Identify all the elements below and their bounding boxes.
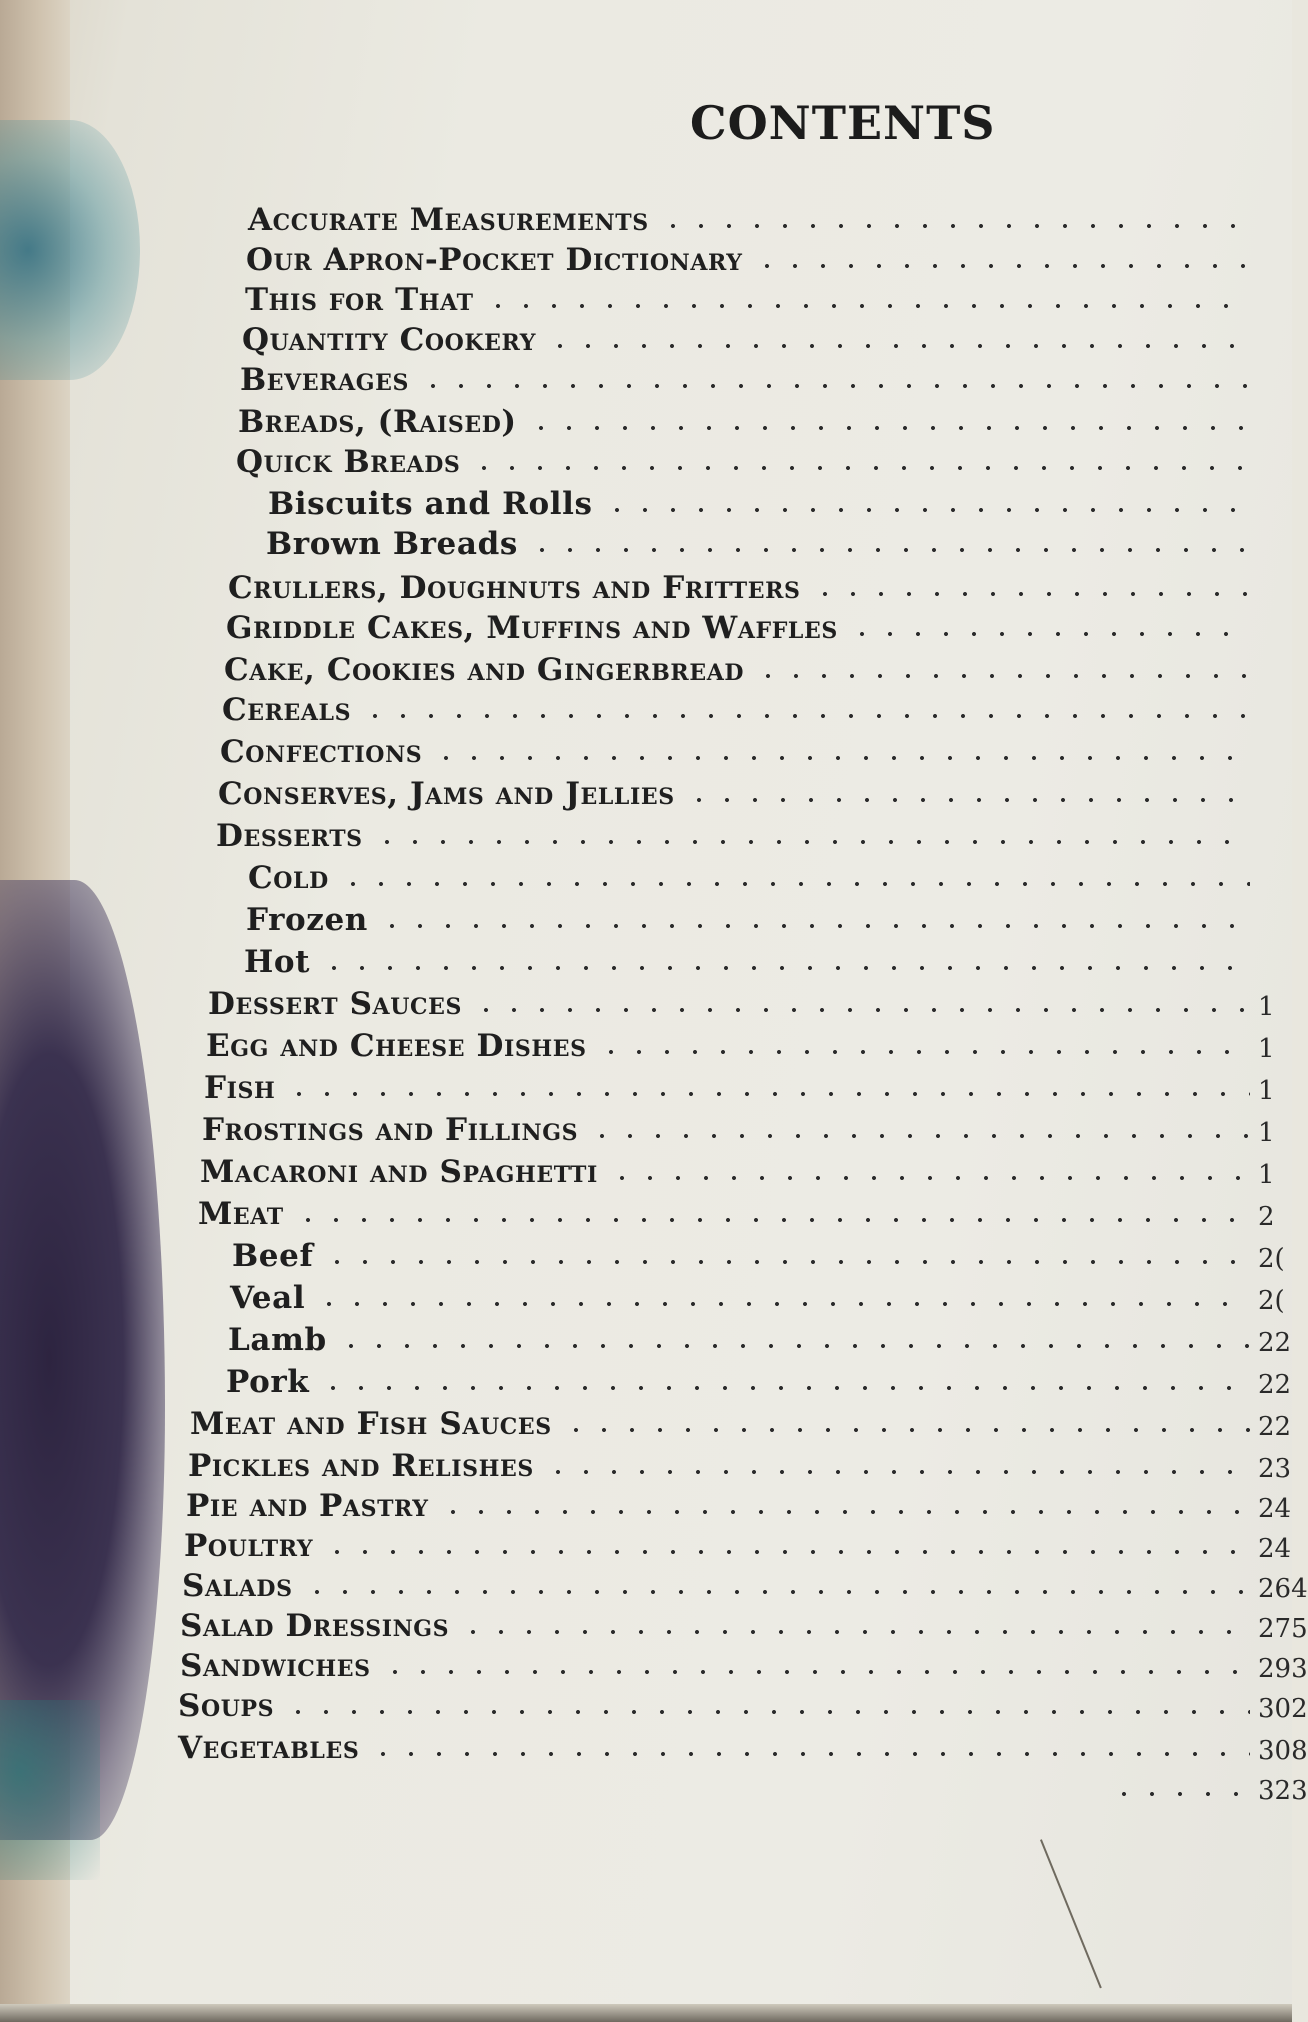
dot-leader [378,924,1250,928]
toc-entry-page: 1 [1258,1160,1275,1190]
toc-entry-label: Brown Breads [266,526,518,562]
toc-entry-label: Cereals [222,692,352,728]
toc-entry [190,1402,1292,1442]
toc-entry-page: 1 [1258,1076,1275,1106]
toc-entry-label: Biscuits and Rolls [268,486,593,522]
toc-subentry [226,1360,1292,1400]
toc-subentry [268,482,1292,522]
toc-entry [198,1192,1292,1232]
toc-subentry [244,940,1292,980]
toc-entry [182,1564,1308,1604]
toc-entry-label: Meat [198,1196,284,1232]
toc-entry-page: 323 [1258,1776,1308,1806]
toc-entry-page: 2 [1258,1202,1275,1232]
toc-entry [228,566,1292,606]
toc-entry [206,1024,1292,1064]
toc-entry [236,440,1292,480]
dot-leader [588,1134,1250,1138]
toc-entry-page: 2( [1258,1286,1285,1316]
dot-leader [320,966,1250,970]
toc-entry-label: Confections [220,734,423,770]
toc-entry-label: Pie and Pastry [186,1488,429,1524]
dot-leader [1110,1792,1250,1796]
toc-entry-label: Lamb [228,1322,327,1358]
toc-entry [188,1444,1292,1484]
dot-leader [527,426,1250,430]
toc-entry-page: 24 [1258,1494,1292,1524]
dot-leader [754,674,1250,678]
toc-entry-label: This for That [245,282,474,318]
dot-leader [419,384,1250,388]
toc-entry-page: 264 [1258,1574,1308,1604]
toc-entry-label: Pork [226,1364,310,1400]
dot-leader [848,632,1250,636]
toc-entry-label: Meat and Fish Sauces [190,1406,552,1442]
toc-entry-label: Conserves, Jams and Jellies [218,776,675,812]
dot-leader [608,1176,1250,1180]
dot-leader [484,304,1250,308]
toc-entry-page: 1 [1258,1118,1275,1148]
toc-trailing-page [1100,1766,1308,1806]
toc-entry [218,772,1292,812]
toc-entry-label: Beverages [240,362,410,398]
toc-entry [178,1726,1308,1766]
dot-leader [323,1260,1250,1264]
toc-entry [186,1484,1292,1524]
toc-entry [184,1524,1292,1564]
page-title: CONTENTS [690,96,996,150]
toc-entry-page: 2( [1258,1244,1285,1274]
toc-entry-label: Breads, (Raised) [238,404,517,440]
toc-entry-label: Beef [232,1238,314,1274]
toc-entry-page: 1 [1258,1034,1275,1064]
toc-entry-page: 275 [1258,1614,1308,1644]
dot-leader [470,466,1250,470]
toc-entry-label: Salad Dressings [180,1608,450,1644]
toc-entry-label: Pickles and Relishes [188,1448,534,1484]
toc-entry-label: Our Apron-Pocket Dictionary [246,242,743,278]
toc-entry [180,1644,1308,1684]
dot-leader [753,264,1250,268]
toc-entry [248,198,1292,238]
toc-entry [222,688,1292,728]
toc-entry [180,1604,1308,1644]
toc-entry-page: 24 [1258,1534,1292,1564]
toc-entry-page: 308 [1258,1736,1308,1766]
toc-entry-label: Desserts [216,818,363,854]
dot-leader [303,1590,1250,1594]
toc-entry-label: Poultry [184,1528,314,1564]
toc-entry-page: 302 [1258,1694,1308,1724]
toc-entry-label: Crullers, Doughnuts and Fritters [228,570,801,606]
toc-entry-label: Frozen [246,902,368,938]
toc-entry-label: Hot [244,944,311,980]
dot-leader [562,1428,1250,1432]
toc-entry-page: 22 [1258,1328,1292,1358]
dot-leader [285,1092,1250,1096]
toc-entry [220,730,1292,770]
dot-leader [315,1302,1250,1306]
dot-leader [369,1752,1250,1756]
toc-entry-label: Sandwiches [180,1648,371,1684]
dot-leader [284,1710,1250,1714]
toc-entry-label: Quantity Cookery [242,322,537,358]
dot-leader [472,1008,1250,1012]
dot-leader [439,1510,1250,1514]
toc-entry [245,278,1292,318]
toc-entry [200,1150,1292,1190]
toc-entry-label: Soups [178,1688,275,1724]
dot-leader [685,798,1250,802]
dot-leader [546,344,1250,348]
toc-entry [246,238,1292,278]
toc-entry-label: Griddle Cakes, Muffins and Waffles [226,610,838,646]
dot-leader [339,882,1250,886]
toc-entry [216,814,1292,854]
toc-entry-label: Cake, Cookies and Gingerbread [224,652,745,688]
toc-entry [242,318,1292,358]
toc-entry-page: 22 [1258,1412,1292,1442]
toc-subentry [230,1276,1292,1316]
toc-entry [204,1066,1292,1106]
toc-entry [240,358,1292,398]
toc-entry [238,400,1292,440]
toc-subentry [266,522,1292,562]
dot-leader [603,508,1250,512]
toc-entry-label: Veal [230,1280,306,1316]
toc-entry-label: Quick Breads [236,444,461,480]
toc-subentry [228,1318,1292,1358]
dot-leader [323,1550,1250,1554]
toc-entry-page: 23 [1258,1454,1292,1484]
toc-entry [224,648,1292,688]
dot-leader [381,1670,1250,1674]
toc-entry-label: Dessert Sauces [208,986,462,1022]
toc-subentry [248,856,1292,896]
dot-leader [361,714,1250,718]
dot-leader [319,1386,1250,1390]
toc-entry-page: 1 [1258,992,1275,1022]
dot-leader [459,1630,1250,1634]
toc-entry [226,606,1292,646]
toc-entry-label: Fish [204,1070,276,1106]
toc-subentry [246,898,1292,938]
dot-leader [432,756,1250,760]
toc-entry-label: Frostings and Fillings [202,1112,579,1148]
toc-entry-label: Macaroni and Spaghetti [200,1154,598,1190]
toc-entry-label: Vegetables [178,1730,360,1766]
dot-leader [811,592,1251,596]
dot-leader [528,548,1250,552]
toc-entry [178,1684,1308,1724]
toc-entry [202,1108,1292,1148]
toc-entry-page: 293 [1258,1654,1308,1684]
toc-entry-label: Accurate Measurements [248,202,649,238]
toc-entry-label: Salads [182,1568,293,1604]
dot-leader [294,1218,1250,1222]
toc-entry-label: Egg and Cheese Dishes [206,1028,587,1064]
dot-leader [597,1050,1250,1054]
dot-leader [337,1344,1250,1348]
toc-entry-page: 22 [1258,1370,1292,1400]
dot-leader [659,224,1250,228]
dot-leader [544,1470,1250,1474]
toc-subentry [232,1234,1292,1274]
dot-leader [373,840,1250,844]
toc-entry-label: Cold [248,860,329,896]
toc-entry [208,982,1292,1022]
